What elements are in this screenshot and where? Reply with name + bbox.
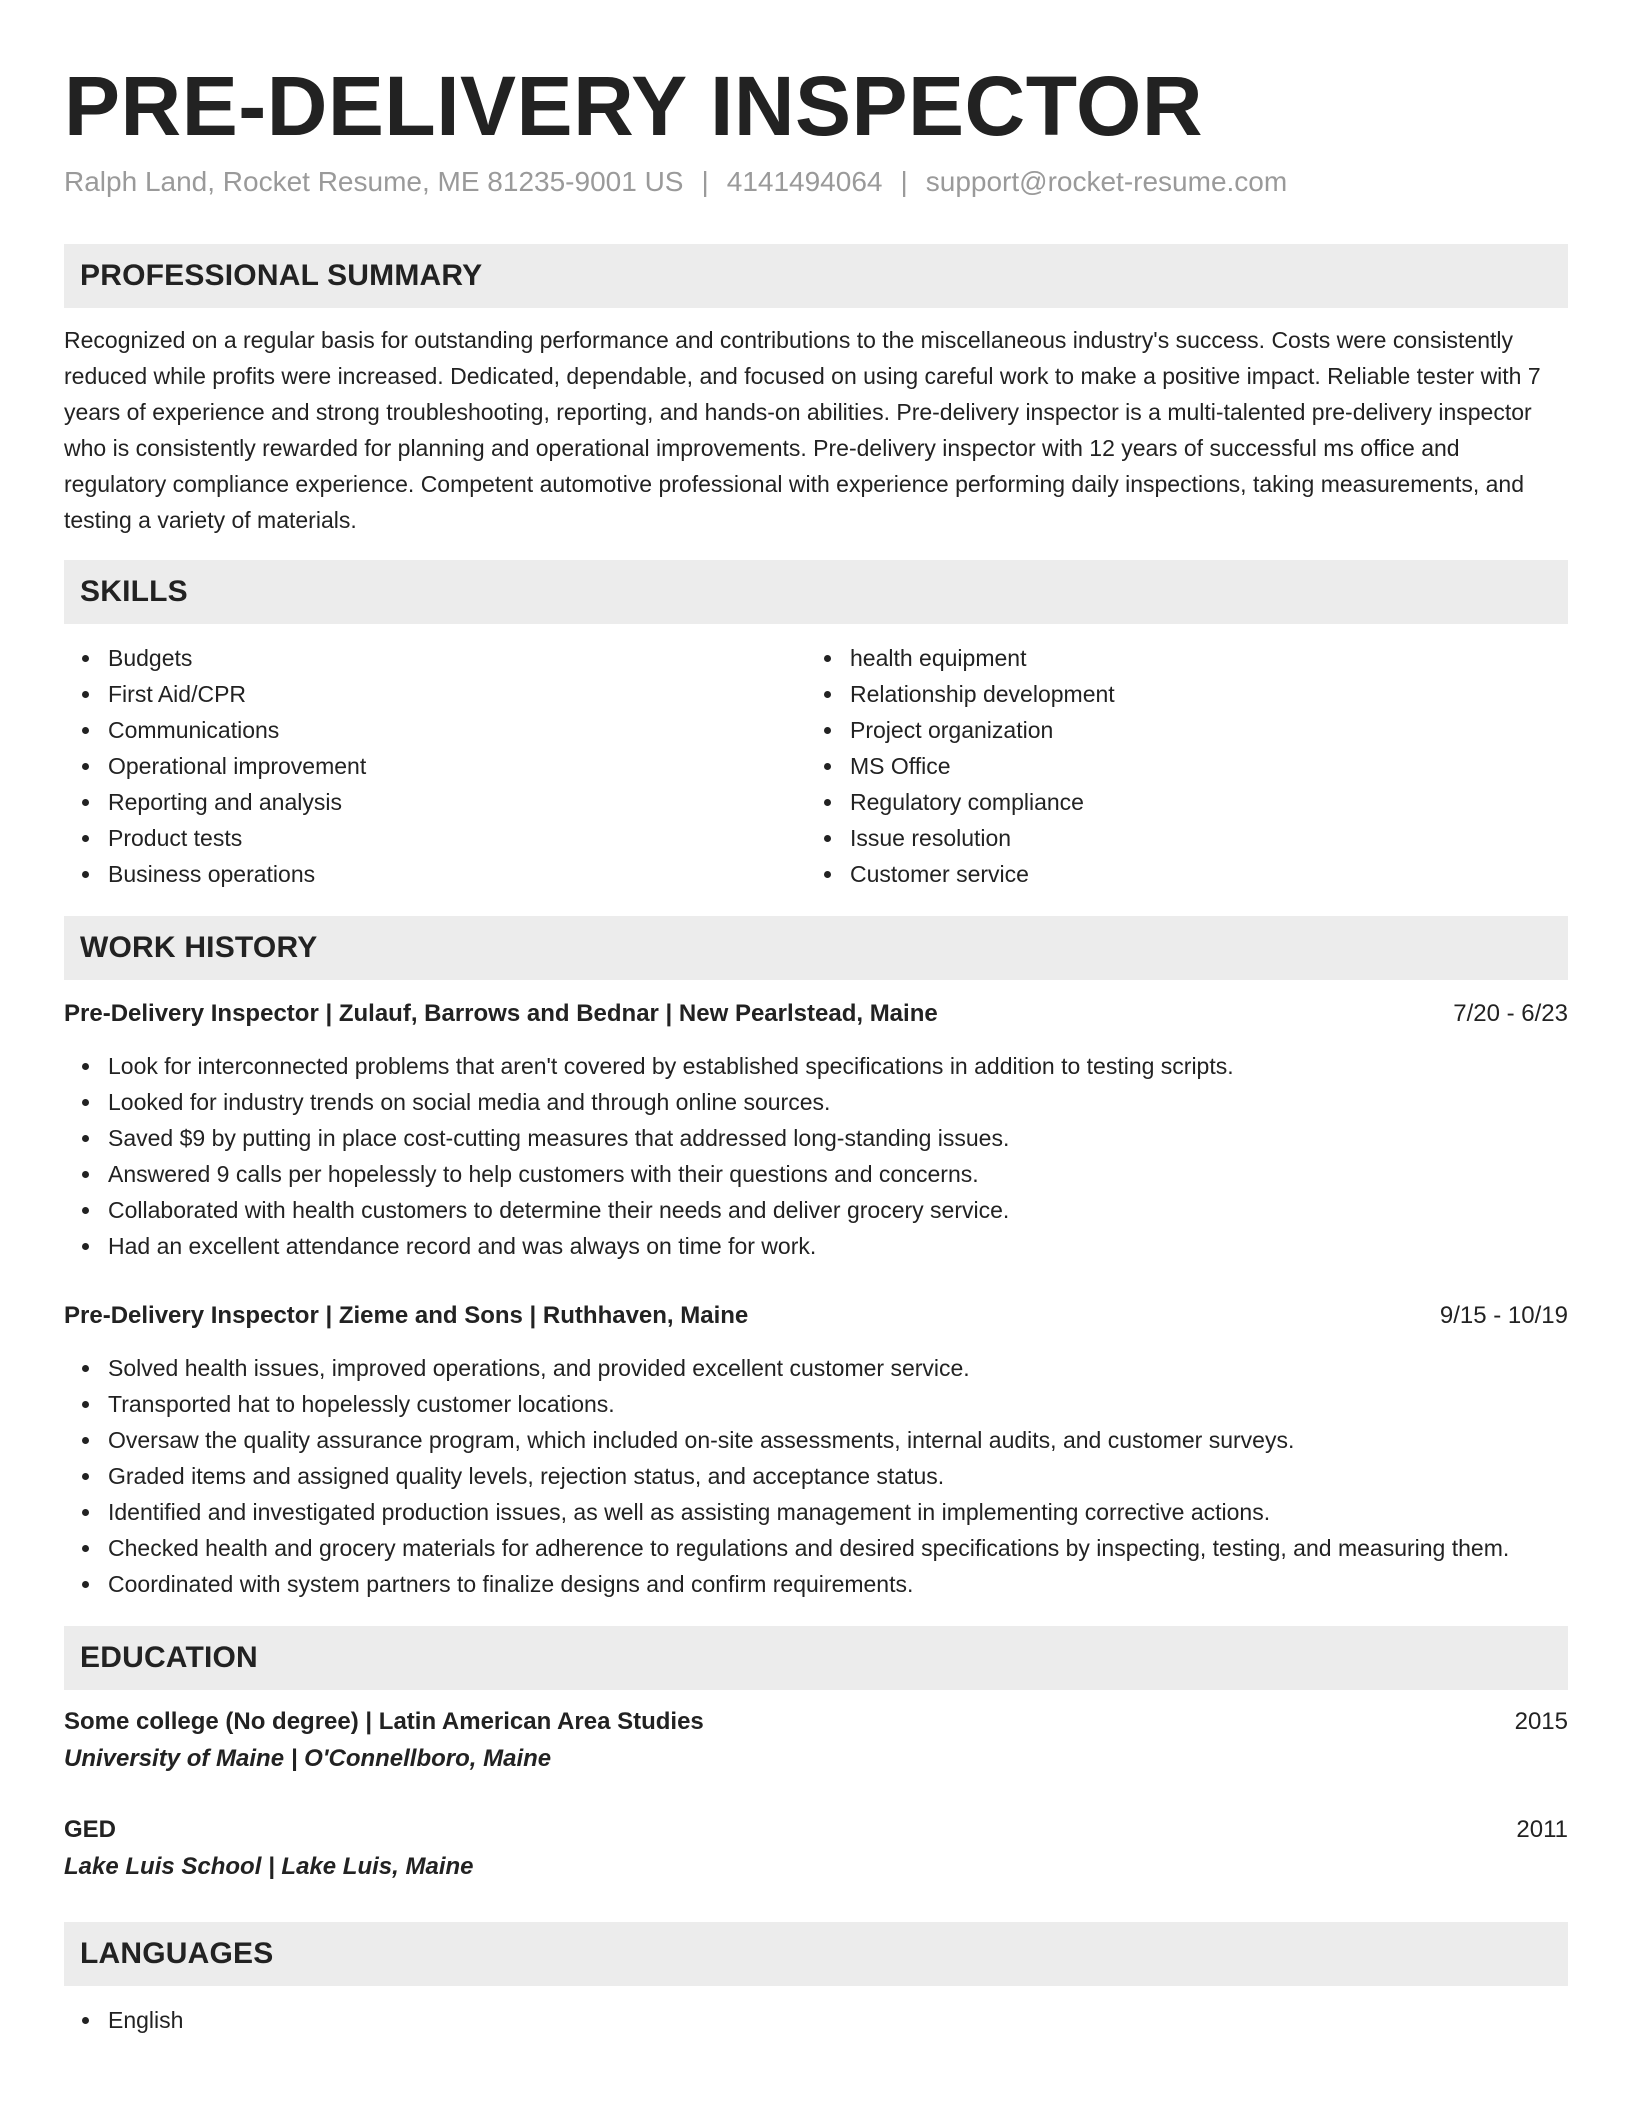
job-dates: 7/20 - 6/23 xyxy=(1453,1000,1568,1027)
job-bullet: Collaborated with health customers to determine their needs and deliver grocery service. xyxy=(108,1192,1568,1228)
contact-separator: | xyxy=(900,166,908,197)
skills-heading: SKILLS xyxy=(64,560,1568,624)
summary-text: Recognized on a regular basis for outstanding performance and contributions to the miscellaneous industry's success. Costs were consistently reduced while profits were increased. Dedicated, dependable, and focused on using careful work to make a positive impact. Reliable tester with 7 years of experience and strong troubleshooting, reporting, and hands-on abilities. Pre-delivery inspector is a multi-talented pre-delivery inspector who is consistently rewarded for planning and operational improvements. Pre-delivery inspector with 12 years of successful ms office and regulatory compliance experience. Competent automotive professional with experience performing daily inspections, taking measurements, and testing a variety of materials. xyxy=(64,327,1541,533)
skill-item: Budgets xyxy=(108,640,806,676)
contact-address: Ralph Land, Rocket Resume, ME 81235-9001 US xyxy=(64,166,684,197)
job-title: Pre-Delivery Inspector | Zieme and Sons | Ruthhaven, Maine xyxy=(64,1302,749,1329)
skill-item: Product tests xyxy=(108,820,806,856)
job-entry xyxy=(64,996,1568,1264)
work-heading: WORK HISTORY xyxy=(64,916,1568,980)
education-degree: Some college (No degree) | Latin American Area Studies xyxy=(64,1708,704,1735)
education-entry xyxy=(64,1704,1568,1778)
resume-name: PRE-DELIVERY INSPECTOR xyxy=(64,59,1204,153)
language-item: English xyxy=(108,2002,1568,2038)
job-bullet: Checked health and grocery materials for adherence to regulations and desired specifications by inspecting, testing, and measuring them. xyxy=(108,1530,1568,1566)
job-bullet: Identified and investigated production issues, as well as assisting management in implementing corrective actions. xyxy=(108,1494,1568,1530)
skill-item: First Aid/CPR xyxy=(108,676,806,712)
job-bullet: Answered 9 calls per hopelessly to help customers with their questions and concerns. xyxy=(108,1156,1568,1192)
job-dates: 9/15 - 10/19 xyxy=(1439,1302,1568,1329)
education-year: 2015 xyxy=(1514,1708,1568,1735)
education-school: University of Maine | O'Connellboro, Maine xyxy=(64,1745,552,1772)
job-title: Pre-Delivery Inspector | Zulauf, Barrows and Bednar | New Pearlstead, Maine xyxy=(64,1000,938,1027)
skill-item: Customer service xyxy=(850,856,1548,892)
skill-item: MS Office xyxy=(850,748,1548,784)
job-bullet: Coordinated with system partners to finalize designs and confirm requirements. xyxy=(108,1566,1568,1602)
job-bullet: Oversaw the quality assurance program, which included on-site assessments, internal audits, and customer surveys. xyxy=(108,1422,1568,1458)
skill-item: Relationship development xyxy=(850,676,1548,712)
skill-item: Regulatory compliance xyxy=(850,784,1548,820)
job-bullet: Saved $9 by putting in place cost-cutting measures that addressed long-standing issues. xyxy=(108,1120,1568,1156)
job-bullets xyxy=(64,1048,1568,1264)
education-school: Lake Luis School | Lake Luis, Maine xyxy=(64,1853,474,1880)
contact-phone: 4141494064 xyxy=(726,166,883,197)
skill-item: Operational improvement xyxy=(108,748,806,784)
contact-separator: | xyxy=(701,166,709,197)
education-heading: EDUCATION xyxy=(64,1626,1568,1690)
job-bullets xyxy=(64,1350,1568,1602)
skill-item: health equipment xyxy=(850,640,1548,676)
resume-page xyxy=(64,56,1568,2038)
education-header xyxy=(64,1704,1568,1740)
job-bullet: Looked for industry trends on social media and through online sources. xyxy=(108,1084,1568,1120)
skill-item: Reporting and analysis xyxy=(108,784,806,820)
languages-list xyxy=(64,2002,1568,2038)
languages-heading: LANGUAGES xyxy=(64,1922,1568,1986)
summary-heading: PROFESSIONAL SUMMARY xyxy=(64,244,1568,308)
education-header xyxy=(64,1812,1568,1848)
skills-column-right xyxy=(806,640,1548,892)
skills-column-left xyxy=(64,640,806,892)
education-year: 2011 xyxy=(1516,1816,1568,1843)
skill-item: Project organization xyxy=(850,712,1548,748)
job-bullet: Look for interconnected problems that aren't covered by established specifications in addition to testing scripts. xyxy=(108,1048,1568,1084)
job-bullet: Had an excellent attendance record and was always on time for work. xyxy=(108,1228,1568,1264)
skill-item: Issue resolution xyxy=(850,820,1548,856)
contact-line xyxy=(64,164,1568,204)
job-bullet: Graded items and assigned quality levels, rejection status, and acceptance status. xyxy=(108,1458,1568,1494)
job-bullet: Solved health issues, improved operations, and provided excellent customer service. xyxy=(108,1350,1568,1386)
education-entry xyxy=(64,1812,1568,1886)
job-header xyxy=(64,1298,1568,1334)
job-bullet: Transported hat to hopelessly customer locations. xyxy=(108,1386,1568,1422)
job-header xyxy=(64,996,1568,1032)
skill-item: Communications xyxy=(108,712,806,748)
skill-item: Business operations xyxy=(108,856,806,892)
contact-email: support@rocket-resume.com xyxy=(925,166,1288,197)
education-degree: GED xyxy=(64,1816,117,1843)
job-entry xyxy=(64,1298,1568,1602)
skills-list xyxy=(64,640,1568,892)
